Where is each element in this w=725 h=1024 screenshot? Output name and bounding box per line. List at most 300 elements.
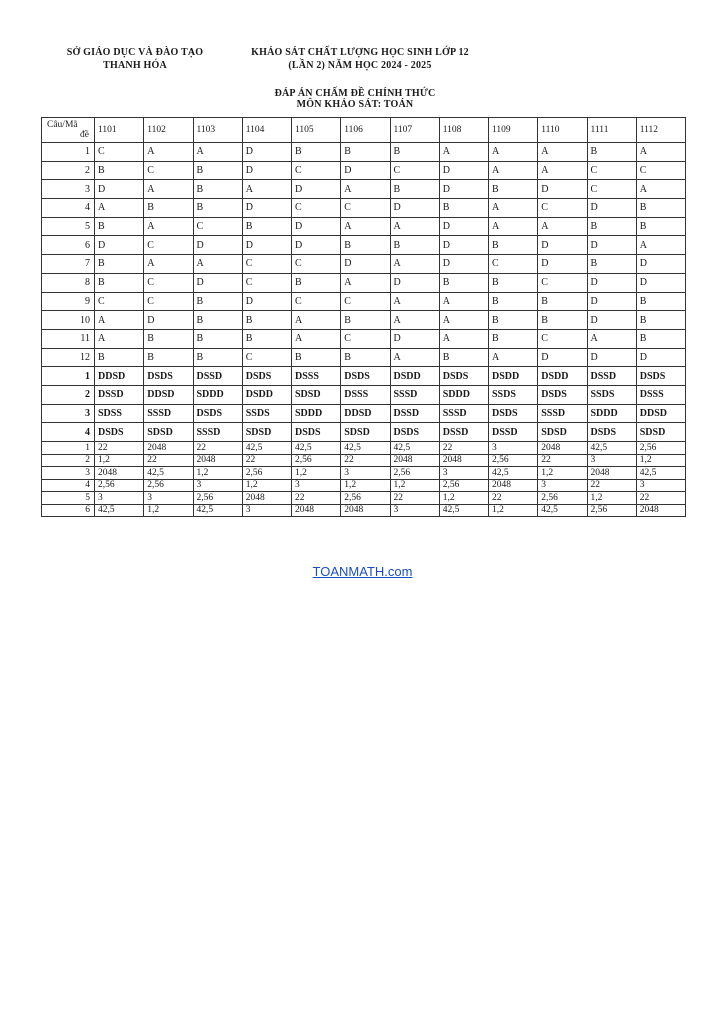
answer-cell: D [439, 161, 488, 180]
answer-cell: 1,2 [636, 454, 685, 467]
answer-cell: B [95, 161, 144, 180]
answer-cell: 42,5 [95, 504, 144, 517]
answer-cell: D [587, 311, 636, 330]
answer-cell: A [489, 161, 538, 180]
answer-cell: A [636, 180, 685, 199]
answer-cell: 22 [587, 479, 636, 492]
answer-cell: 42,5 [292, 442, 341, 455]
multiple-choice-row [42, 348, 686, 367]
document-header [40, 46, 690, 116]
short-answer-row [42, 442, 686, 455]
answer-cell: B [341, 311, 390, 330]
answer-cell: 22 [95, 442, 144, 455]
multiple-choice-row [42, 236, 686, 255]
answer-cell: 2048 [341, 504, 390, 517]
answer-cell: DSSS [341, 385, 390, 404]
answer-cell: DDSD [636, 404, 685, 423]
answer-cell: B [341, 348, 390, 367]
answer-cell: A [292, 329, 341, 348]
true-false-row [42, 404, 686, 423]
answer-cell: D [292, 180, 341, 199]
answer-cell: 22 [292, 492, 341, 505]
answer-cell: SDSD [292, 385, 341, 404]
answer-cell: 1,2 [538, 467, 587, 480]
answer-cell: 2048 [587, 467, 636, 480]
answer-cell: DDSD [144, 385, 193, 404]
multiple-choice-row [42, 292, 686, 311]
answer-cell: 3 [292, 479, 341, 492]
answer-cell: C [538, 199, 587, 218]
answer-cell: DSSD [439, 423, 488, 442]
exam-code-header: 1101 [95, 118, 144, 143]
answer-cell: B [242, 311, 291, 330]
answer-cell: DSDS [538, 385, 587, 404]
question-number: 9 [42, 292, 95, 311]
answer-cell: 2,56 [144, 479, 193, 492]
answer-cell: DSSS [636, 385, 685, 404]
answer-cell: B [439, 348, 488, 367]
answer-cell: 22 [636, 492, 685, 505]
answer-cell: A [439, 292, 488, 311]
answer-cell: B [95, 348, 144, 367]
answer-cell: D [242, 199, 291, 218]
answer-key-table [41, 117, 686, 517]
answer-cell: 3 [144, 492, 193, 505]
answer-cell: 1,2 [390, 479, 439, 492]
answer-cell: C [587, 161, 636, 180]
department-line-2: THANH HÓA [103, 60, 167, 71]
answer-cell: A [390, 292, 439, 311]
answer-cell: 3 [439, 467, 488, 480]
question-number: 5 [42, 492, 95, 505]
answer-cell: D [587, 199, 636, 218]
answer-cell: B [538, 292, 587, 311]
answer-cell: C [144, 292, 193, 311]
multiple-choice-row [42, 217, 686, 236]
answer-cell: D [193, 273, 242, 292]
title-line-2: MÔN KHẢO SÁT: TOÁN [296, 99, 414, 110]
answer-cell: A [439, 311, 488, 330]
multiple-choice-row [42, 180, 686, 199]
answer-cell: DSSD [95, 385, 144, 404]
answer-cell: 3 [636, 479, 685, 492]
answer-cell: B [95, 217, 144, 236]
answer-cell: C [95, 292, 144, 311]
answer-cell: DSSD [390, 404, 439, 423]
answer-cell: DDSD [95, 367, 144, 386]
answer-cell: C [144, 161, 193, 180]
exam-code-header: 1110 [538, 118, 587, 143]
answer-cell: 3 [242, 504, 291, 517]
exam-code-header: 1107 [390, 118, 439, 143]
answer-cell: D [439, 236, 488, 255]
answer-cell: 3 [489, 442, 538, 455]
answer-cell: B [193, 199, 242, 218]
answer-cell: DSSD [193, 367, 242, 386]
answer-cell: 1,2 [341, 479, 390, 492]
answer-cell: DSDD [242, 385, 291, 404]
answer-cell: SDSS [95, 404, 144, 423]
answer-cell: D [538, 236, 587, 255]
question-number: 3 [42, 467, 95, 480]
answer-cell: SDDD [193, 385, 242, 404]
answer-cell: D [390, 273, 439, 292]
question-number: 2 [42, 385, 95, 404]
answer-cell: A [636, 236, 685, 255]
answer-cell: D [292, 217, 341, 236]
corner-bottom-label: đề [80, 130, 89, 140]
answer-cell: B [341, 236, 390, 255]
answer-cell: 3 [95, 492, 144, 505]
exam-code-header: 1103 [193, 118, 242, 143]
answer-cell: D [439, 217, 488, 236]
multiple-choice-row [42, 255, 686, 274]
answer-cell: D [439, 180, 488, 199]
answer-cell: 22 [439, 442, 488, 455]
table-header-row [42, 118, 686, 143]
answer-cell: C [95, 143, 144, 162]
department-name [50, 46, 220, 72]
answer-cell: 1,2 [242, 479, 291, 492]
answer-cell: 42,5 [144, 467, 193, 480]
answer-cell: C [292, 199, 341, 218]
answer-cell: 1,2 [292, 467, 341, 480]
answer-cell: D [439, 255, 488, 274]
answer-cell: B [341, 143, 390, 162]
answer-cell: A [95, 311, 144, 330]
answer-cell: SDSD [538, 423, 587, 442]
answer-cell: 3 [193, 479, 242, 492]
answer-cell: SSDS [242, 404, 291, 423]
answer-cell: A [489, 217, 538, 236]
answer-cell: 2048 [292, 504, 341, 517]
answer-cell: C [587, 180, 636, 199]
answer-cell: A [489, 199, 538, 218]
answer-cell: 2,56 [292, 454, 341, 467]
answer-cell: B [390, 180, 439, 199]
answer-cell: B [489, 292, 538, 311]
answer-cell: DSDS [193, 404, 242, 423]
question-number: 7 [42, 255, 95, 274]
answer-cell: A [144, 255, 193, 274]
answer-cell: C [193, 217, 242, 236]
answer-cell: A [144, 143, 193, 162]
question-number: 6 [42, 504, 95, 517]
answer-cell: DSDD [489, 367, 538, 386]
answer-cell: 42,5 [489, 467, 538, 480]
answer-cell: D [538, 180, 587, 199]
answer-cell: C [292, 292, 341, 311]
exam-code-header: 1104 [242, 118, 291, 143]
answer-cell: 2048 [439, 454, 488, 467]
answer-cell: 3 [341, 467, 390, 480]
answer-cell: D [587, 348, 636, 367]
answer-cell: 2048 [390, 454, 439, 467]
answer-cell: SSDS [587, 385, 636, 404]
answer-cell: D [587, 236, 636, 255]
answer-cell: B [193, 161, 242, 180]
answer-cell: 22 [489, 492, 538, 505]
multiple-choice-row [42, 273, 686, 292]
answer-cell: DSDS [95, 423, 144, 442]
answer-cell: 2,56 [341, 492, 390, 505]
answer-cell: 2048 [242, 492, 291, 505]
answer-cell: B [193, 311, 242, 330]
answer-cell: D [587, 292, 636, 311]
answer-cell: 2048 [538, 442, 587, 455]
answer-cell: A [95, 199, 144, 218]
answer-cell: C [341, 292, 390, 311]
exam-code-header: 1109 [489, 118, 538, 143]
question-number: 1 [42, 143, 95, 162]
answer-cell: B [292, 143, 341, 162]
answer-cell: B [144, 199, 193, 218]
answer-cell: D [95, 236, 144, 255]
answer-cell: C [292, 161, 341, 180]
answer-cell: SSDS [489, 385, 538, 404]
answer-cell: DSDS [242, 367, 291, 386]
answer-cell: C [636, 161, 685, 180]
answer-cell: 42,5 [538, 504, 587, 517]
answer-cell: SDSD [341, 423, 390, 442]
exam-code-header: 1112 [636, 118, 685, 143]
answer-cell: SSSD [193, 423, 242, 442]
answer-cell: C [292, 255, 341, 274]
answer-cell: C [144, 273, 193, 292]
answer-cell: A [538, 217, 587, 236]
answer-cell: 1,2 [144, 504, 193, 517]
answer-cell: 22 [144, 454, 193, 467]
answer-cell: SDDD [292, 404, 341, 423]
answer-cell: B [587, 217, 636, 236]
exam-code-header: 1108 [439, 118, 488, 143]
answer-cell: B [636, 311, 685, 330]
short-answer-row [42, 454, 686, 467]
answer-cell: C [242, 273, 291, 292]
answer-cell: A [341, 273, 390, 292]
answer-cell: 1,2 [489, 504, 538, 517]
answer-cell: B [636, 199, 685, 218]
answer-cell: B [193, 292, 242, 311]
answer-cell: SSSD [439, 404, 488, 423]
answer-cell: A [390, 348, 439, 367]
answer-cell: DSSD [587, 367, 636, 386]
answer-cell: A [538, 161, 587, 180]
corner-top-label: Câu/Mã [47, 120, 78, 130]
answer-cell: B [587, 143, 636, 162]
title-line-1: ĐÁP ÁN CHẤM ĐỀ CHÍNH THỨC [274, 88, 436, 99]
multiple-choice-row [42, 199, 686, 218]
answer-cell: 22 [390, 492, 439, 505]
question-number: 11 [42, 329, 95, 348]
answer-cell: A [390, 217, 439, 236]
answer-cell: 2048 [95, 467, 144, 480]
question-number: 1 [42, 442, 95, 455]
answer-cell: DSDS [390, 423, 439, 442]
document-title [190, 88, 520, 110]
answer-cell: D [95, 180, 144, 199]
short-answer-row [42, 504, 686, 517]
question-number: 6 [42, 236, 95, 255]
answer-cell: DSDS [636, 367, 685, 386]
short-answer-row [42, 479, 686, 492]
answer-cell: D [242, 292, 291, 311]
question-number: 4 [42, 423, 95, 442]
answer-cell: D [390, 329, 439, 348]
exam-code-header: 1105 [292, 118, 341, 143]
answer-cell: A [193, 143, 242, 162]
department-line-1: SỞ GIÁO DỤC VÀ ĐÀO TẠO [66, 47, 204, 58]
answer-cell: 2,56 [242, 467, 291, 480]
answer-cell: B [95, 273, 144, 292]
answer-cell: A [292, 311, 341, 330]
answer-cell: C [341, 329, 390, 348]
answer-cell: 42,5 [587, 442, 636, 455]
answer-cell: DDSD [341, 404, 390, 423]
answer-cell: D [144, 311, 193, 330]
answer-cell: DSSS [292, 367, 341, 386]
answer-cell: DSSD [489, 423, 538, 442]
answer-cell: C [390, 161, 439, 180]
answer-cell: B [390, 236, 439, 255]
answer-cell: B [242, 217, 291, 236]
answer-cell: A [489, 348, 538, 367]
exam-line-2: (LẦN 2) NĂM HỌC 2024 - 2025 [288, 60, 432, 71]
answer-cell: 42,5 [636, 467, 685, 480]
answer-cell: DSDD [390, 367, 439, 386]
answer-cell: SSSD [538, 404, 587, 423]
answer-cell: A [390, 311, 439, 330]
answer-cell: A [144, 217, 193, 236]
answer-cell: 3 [587, 454, 636, 467]
true-false-row [42, 385, 686, 404]
answer-cell: 1,2 [95, 454, 144, 467]
answer-cell: 22 [242, 454, 291, 467]
answer-cell: DSDS [489, 404, 538, 423]
answer-cell: 22 [341, 454, 390, 467]
answer-cell: 2048 [489, 479, 538, 492]
answer-cell: D [193, 236, 242, 255]
multiple-choice-row [42, 161, 686, 180]
answer-cell: A [587, 329, 636, 348]
answer-cell: 1,2 [439, 492, 488, 505]
answer-cell: B [489, 329, 538, 348]
true-false-row [42, 367, 686, 386]
answer-cell: SDSD [144, 423, 193, 442]
answer-cell: B [390, 143, 439, 162]
answer-cell: 2,56 [193, 492, 242, 505]
answer-cell: 1,2 [587, 492, 636, 505]
question-number: 2 [42, 161, 95, 180]
answer-cell: 2048 [636, 504, 685, 517]
answer-cell: B [538, 311, 587, 330]
answer-cell: B [292, 273, 341, 292]
exam-code-header: 1111 [587, 118, 636, 143]
answer-cell: 2,56 [489, 454, 538, 467]
answer-cell: DSDD [538, 367, 587, 386]
answer-cell: B [489, 236, 538, 255]
answer-cell: C [489, 255, 538, 274]
answer-cell: SDDD [439, 385, 488, 404]
answer-cell: 2,56 [636, 442, 685, 455]
answer-cell: B [636, 292, 685, 311]
answer-cell: 2,56 [538, 492, 587, 505]
answer-cell: B [489, 180, 538, 199]
answer-cell: 42,5 [341, 442, 390, 455]
answer-cell: C [538, 329, 587, 348]
question-number: 3 [42, 180, 95, 199]
question-number: 5 [42, 217, 95, 236]
answer-cell: SDSD [636, 423, 685, 442]
answer-cell: D [341, 255, 390, 274]
short-answer-row [42, 492, 686, 505]
answer-cell: D [636, 255, 685, 274]
answer-cell: A [193, 255, 242, 274]
exam-code-header: 1102 [144, 118, 193, 143]
answer-cell: D [538, 255, 587, 274]
answer-cell: 42,5 [390, 442, 439, 455]
answer-cell: 3 [390, 504, 439, 517]
answer-cell: A [439, 329, 488, 348]
exam-line-1: KHẢO SÁT CHẤT LƯỢNG HỌC SINH LỚP 12 [251, 47, 469, 58]
question-number: 4 [42, 199, 95, 218]
answer-cell: D [538, 348, 587, 367]
answer-cell: B [439, 199, 488, 218]
short-answer-row [42, 467, 686, 480]
answer-cell: B [636, 329, 685, 348]
answer-cell: D [390, 199, 439, 218]
answer-cell: B [489, 273, 538, 292]
answer-cell: A [439, 143, 488, 162]
answer-cell: B [242, 329, 291, 348]
answer-cell: SDDD [587, 404, 636, 423]
answer-cell: B [144, 348, 193, 367]
answer-cell: A [144, 180, 193, 199]
answer-cell: D [292, 236, 341, 255]
question-number: 2 [42, 454, 95, 467]
corner-cell [42, 118, 95, 143]
answer-cell: 2048 [144, 442, 193, 455]
question-number: 4 [42, 479, 95, 492]
answer-cell: D [636, 348, 685, 367]
answer-cell: B [95, 255, 144, 274]
answer-cell: 22 [538, 454, 587, 467]
answer-cell: DSDS [587, 423, 636, 442]
answer-cell: 3 [538, 479, 587, 492]
answer-cell: B [292, 348, 341, 367]
toanmath-link[interactable]: TOANMATH.com [312, 564, 413, 579]
answer-cell: C [538, 273, 587, 292]
multiple-choice-row [42, 311, 686, 330]
answer-cell: 2,56 [587, 504, 636, 517]
question-number: 3 [42, 404, 95, 423]
answer-cell: DSDS [341, 367, 390, 386]
answer-cell: B [636, 217, 685, 236]
multiple-choice-row [42, 329, 686, 348]
question-number: 12 [42, 348, 95, 367]
answer-cell: 22 [193, 442, 242, 455]
answer-cell: SSSD [144, 404, 193, 423]
question-number: 10 [42, 311, 95, 330]
answer-cell: A [95, 329, 144, 348]
question-number: 1 [42, 367, 95, 386]
answer-cell: A [242, 180, 291, 199]
answer-cell: C [144, 236, 193, 255]
answer-cell: D [242, 161, 291, 180]
exam-code-header: 1106 [341, 118, 390, 143]
answer-cell: DSDS [439, 367, 488, 386]
question-number: 8 [42, 273, 95, 292]
